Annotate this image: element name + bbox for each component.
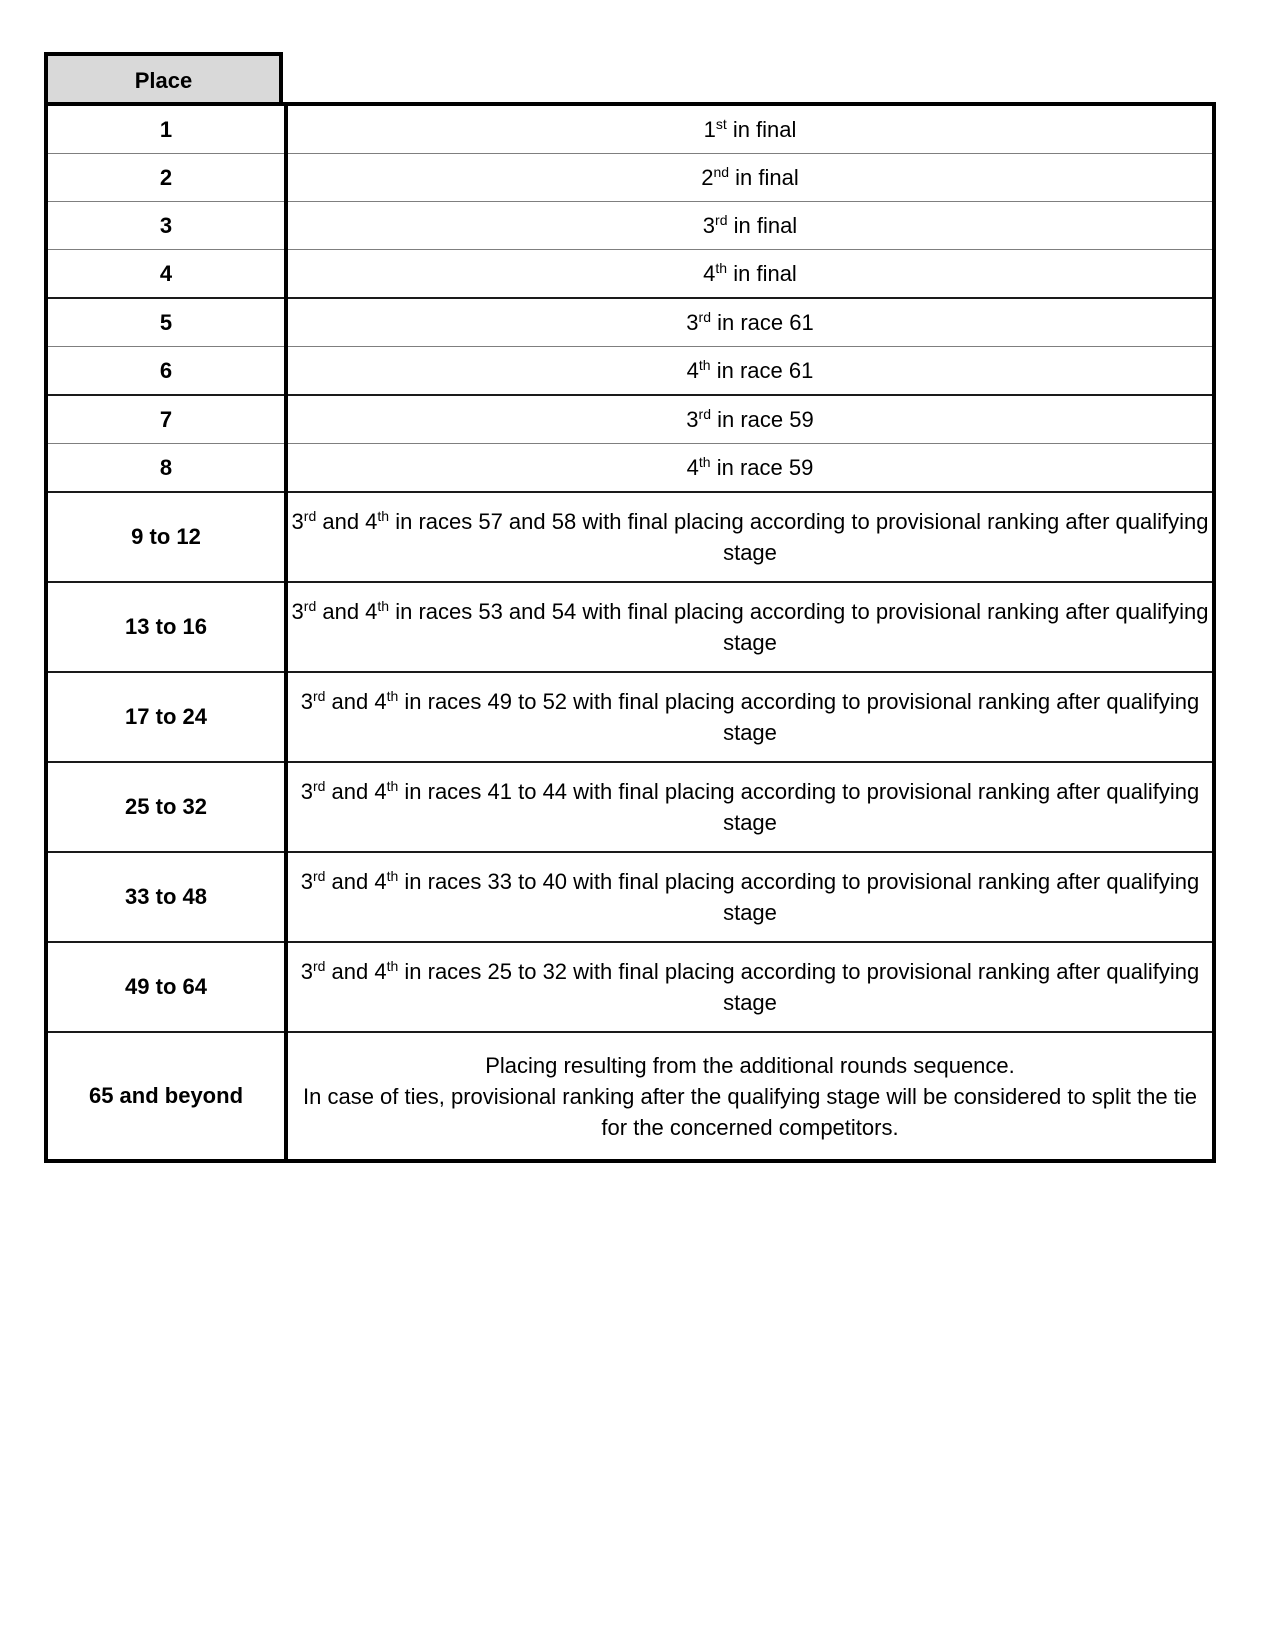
table-row [46,104,1214,154]
ordinal-suffix: th [698,454,711,470]
description-text: in final [727,261,797,286]
ordinal-suffix: th [386,778,399,794]
ordinal-number: 1 [703,117,716,142]
table-row [46,672,1214,762]
description-cell [286,347,1214,396]
description-cell [286,298,1214,347]
ordinal-number: 3 [300,689,313,714]
ordinal-number: 4 [686,455,699,480]
description-text: and 4 [325,869,387,894]
description-cell [286,1032,1214,1161]
description-text: and 4 [325,959,387,984]
description-cell [286,492,1214,582]
ordinal-number: 3 [291,599,304,624]
place-cell: 33 to 48 [46,852,286,942]
place-cell: 49 to 64 [46,942,286,1032]
ordinal-suffix: rd [312,688,326,704]
place-column-header [44,52,283,105]
table-row [46,762,1214,852]
description-line: In case of ties, provisional ranking after the qualifying stage will be considered to split the tie for the concerned competitors. [303,1083,1197,1140]
ordinal-suffix: th [698,357,711,373]
description-text: in races 53 and 54 with final placing according to provisional ranking after qualifying stage [389,599,1209,655]
ordinal-number: 4 [703,261,716,286]
description-text: in race 59 [710,407,814,432]
description-cell [286,852,1214,942]
ordinal-suffix: rd [312,868,326,884]
place-cell: 6 [46,347,286,396]
description-text: and 4 [325,779,387,804]
description-text: in final [727,213,798,238]
place-cell: 1 [46,104,286,154]
ordinal-number: 3 [702,213,716,238]
table-row [46,250,1214,299]
place-cell: 7 [46,395,286,444]
place-cell: 2 [46,154,286,202]
place-cell: 4 [46,250,286,299]
table-row [46,852,1214,942]
ordinal-suffix: th [386,958,399,974]
ordinal-suffix: th [386,868,399,884]
ordinal-suffix: th [715,260,728,276]
ordinal-suffix: st [715,116,727,132]
table-row [46,395,1214,444]
ordinal-suffix: th [377,598,390,614]
description-cell [286,104,1214,154]
ordinal-suffix: th [377,508,390,524]
description-text: in final [729,165,799,190]
table-row [46,1032,1214,1161]
description-cell [286,444,1214,493]
description-cell [286,250,1214,299]
ordinal-number: 4 [686,358,699,383]
table-row [46,202,1214,250]
description-text: in races 25 to 32 with final placing according to provisional ranking after qualifying stage [398,959,1200,1015]
table-row [46,444,1214,493]
ordinal-suffix: rd [312,778,326,794]
ordinal-number: 3 [686,310,699,335]
table-row [46,582,1214,672]
ordinal-suffix: rd [698,309,711,325]
description-cell [286,395,1214,444]
table-row [46,492,1214,582]
description-text: and 4 [316,509,378,534]
ordinal-suffix: th [386,688,399,704]
table-row [46,298,1214,347]
place-cell: 9 to 12 [46,492,286,582]
description-text: in races 41 to 44 with final placing according to provisional ranking after qualifying stage [398,779,1200,835]
table-row [46,942,1214,1032]
ordinal-suffix: rd [303,598,317,614]
ordinal-number: 3 [300,959,313,984]
ordinal-suffix: rd [715,212,728,228]
place-cell: 13 to 16 [46,582,286,672]
description-text: in race 61 [710,310,814,335]
ordinal-number: 3 [291,509,304,534]
place-cell: 8 [46,444,286,493]
ordinal-number: 2 [701,165,714,190]
description-text: in final [726,117,797,142]
ordinal-suffix: rd [698,406,711,422]
ordinal-number: 3 [300,779,313,804]
place-cell: 3 [46,202,286,250]
description-text: in races 33 to 40 with final placing according to provisional ranking after qualifying stage [398,869,1200,925]
description-text: and 4 [325,689,387,714]
ranking-table [44,102,1216,1163]
table-row [46,347,1214,396]
description-text: and 4 [316,599,378,624]
description-text: in race 61 [710,358,814,383]
description-text: in race 59 [710,455,814,480]
ordinal-suffix: rd [303,508,317,524]
place-header-label: Place [134,67,193,93]
description-line: Placing resulting from the additional rounds sequence. [485,1052,1015,1078]
description-text: in races 49 to 52 with final placing according to provisional ranking after qualifying stage [398,689,1200,745]
description-cell [286,942,1214,1032]
description-cell [286,762,1214,852]
description-cell [286,672,1214,762]
description-text: in races 57 and 58 with final placing according to provisional ranking after qualifying stage [389,509,1209,565]
place-cell: 5 [46,298,286,347]
place-cell: 17 to 24 [46,672,286,762]
place-cell: 65 and beyond [46,1032,286,1161]
ordinal-number: 3 [686,407,699,432]
place-cell: 25 to 32 [46,762,286,852]
description-cell [286,154,1214,202]
ordinal-suffix: rd [312,958,326,974]
table-row [46,154,1214,202]
description-cell [286,582,1214,672]
ordinal-number: 3 [300,869,313,894]
ordinal-suffix: nd [713,164,730,180]
description-cell [286,202,1214,250]
